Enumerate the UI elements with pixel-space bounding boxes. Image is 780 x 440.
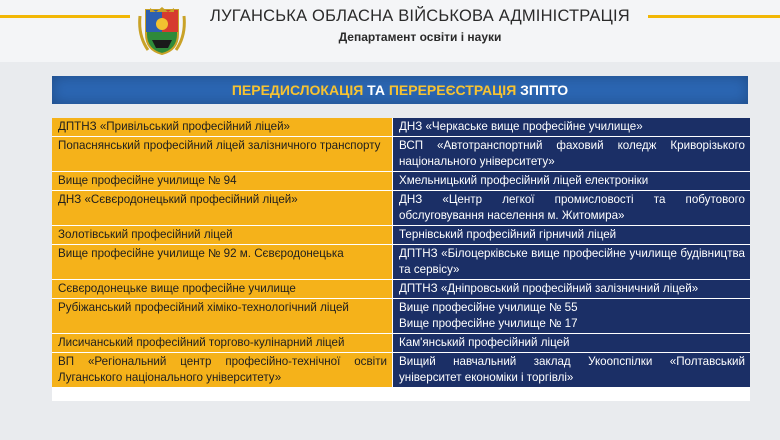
- table-cell-destination: [393, 118, 750, 136]
- cell-text: Тернівський професійний гірничий ліцей: [399, 228, 617, 241]
- table-row: [52, 118, 750, 136]
- table-cell-origin: [52, 334, 392, 352]
- banner-title-part2: ТА: [363, 82, 389, 98]
- cell-text: ВСП «Автотранспортний фаховий коледж Криворізького національного університету»: [399, 139, 745, 168]
- cell-text: ДНЗ «Черкаське вище професійне училище»: [399, 120, 643, 133]
- table-cell-destination: [393, 280, 750, 298]
- coat-of-arms-icon: [138, 6, 186, 56]
- cell-text: Вище професійне училище № 94: [58, 174, 237, 187]
- banner-title-part4: ЗППТО: [516, 82, 569, 98]
- table-row: [52, 334, 750, 352]
- table-row: [52, 226, 750, 244]
- table-cell-destination: [393, 245, 750, 279]
- table-row: [52, 299, 750, 333]
- cell-text: Вище професійне училище № 17: [399, 317, 578, 330]
- table-row: [52, 191, 750, 225]
- table-row: [52, 172, 750, 190]
- cell-text: Сєвєродонецьке вище професійне училище: [58, 282, 296, 295]
- table-cell-origin: [52, 245, 392, 279]
- header-right-accent-bar: [648, 15, 780, 18]
- cell-text: Лисичанський професійний торгово-кулінарний ліцей: [58, 336, 345, 349]
- table-cell-destination: [393, 137, 750, 171]
- cell-text: Вище професійне училище № 92 м. Сєвєродонецька: [58, 247, 344, 260]
- cell-text: Вище професійне училище № 55: [399, 301, 578, 314]
- cell-text: ВП «Регіональний центр професійно-технічної освіти Луганського національного університету»: [58, 355, 387, 384]
- table-cell-origin: [52, 137, 392, 171]
- table-cell-destination: [393, 172, 750, 190]
- table-cell-destination: [393, 299, 750, 333]
- banner-title-part1: ПЕРЕДИСЛОКАЦІЯ: [231, 82, 364, 98]
- cell-text: Золотівський професійний ліцей: [58, 228, 233, 241]
- table-row: [52, 280, 750, 298]
- cell-text: ДПТНЗ «Білоцерківське вище професійне училище будівництва та сервісу»: [399, 247, 745, 276]
- relocation-table: [52, 118, 750, 401]
- table-cell-destination: [393, 191, 750, 225]
- cell-text: Рубіжанський професійний хіміко-технологічний ліцей: [58, 301, 349, 314]
- cell-text: Попаснянський професійний ліцей залізничного транспорту: [58, 139, 381, 152]
- section-banner: [52, 76, 748, 104]
- table-cell-destination: [393, 334, 750, 352]
- cell-text: ДПТНЗ «Дніпровський професійний залізничний ліцей»: [399, 282, 699, 295]
- table-row: [52, 137, 750, 171]
- cell-text: ДНЗ «Центр легкої промисловості та побутового обслуговування населення м. Житомира»: [399, 193, 745, 222]
- cell-text: Хмельницький професійний ліцей електроніки: [399, 174, 649, 187]
- table-cell-origin: [52, 226, 392, 244]
- table-cell-origin: [52, 118, 392, 136]
- table-cell-origin: [52, 299, 392, 333]
- header: [0, 0, 780, 62]
- banner-title-part3: ПЕРЕРЕЄСТРАЦІЯ: [388, 82, 517, 98]
- cell-text: ДПТНЗ «Привільський професійний ліцей»: [58, 120, 290, 133]
- table-cell-destination: [393, 226, 750, 244]
- table-cell-origin: [52, 353, 392, 387]
- department-subtitle: Департамент освіти і науки: [338, 30, 502, 44]
- header-left-accent-bar: [0, 15, 130, 18]
- table-cell-destination: [393, 353, 750, 387]
- organization-title: ЛУГАНСЬКА ОБЛАСНА ВІЙСЬКОВА АДМІНІСТРАЦІЯ: [210, 7, 630, 25]
- table-cell-origin: [52, 191, 392, 225]
- table-cell-origin: [52, 172, 392, 190]
- table-row: [52, 245, 750, 279]
- table-row: [52, 353, 750, 387]
- table-cell-origin: [52, 280, 392, 298]
- cell-text: Вищий навчальний заклад Укоопспілки «Полтавський університет економіки і торгівлі»: [399, 355, 745, 384]
- cell-text: Кам'янський професійний ліцей: [399, 336, 570, 349]
- cell-text: ДНЗ «Сєвєродонецький професійний ліцей»: [58, 193, 298, 206]
- banner-title: [52, 76, 748, 104]
